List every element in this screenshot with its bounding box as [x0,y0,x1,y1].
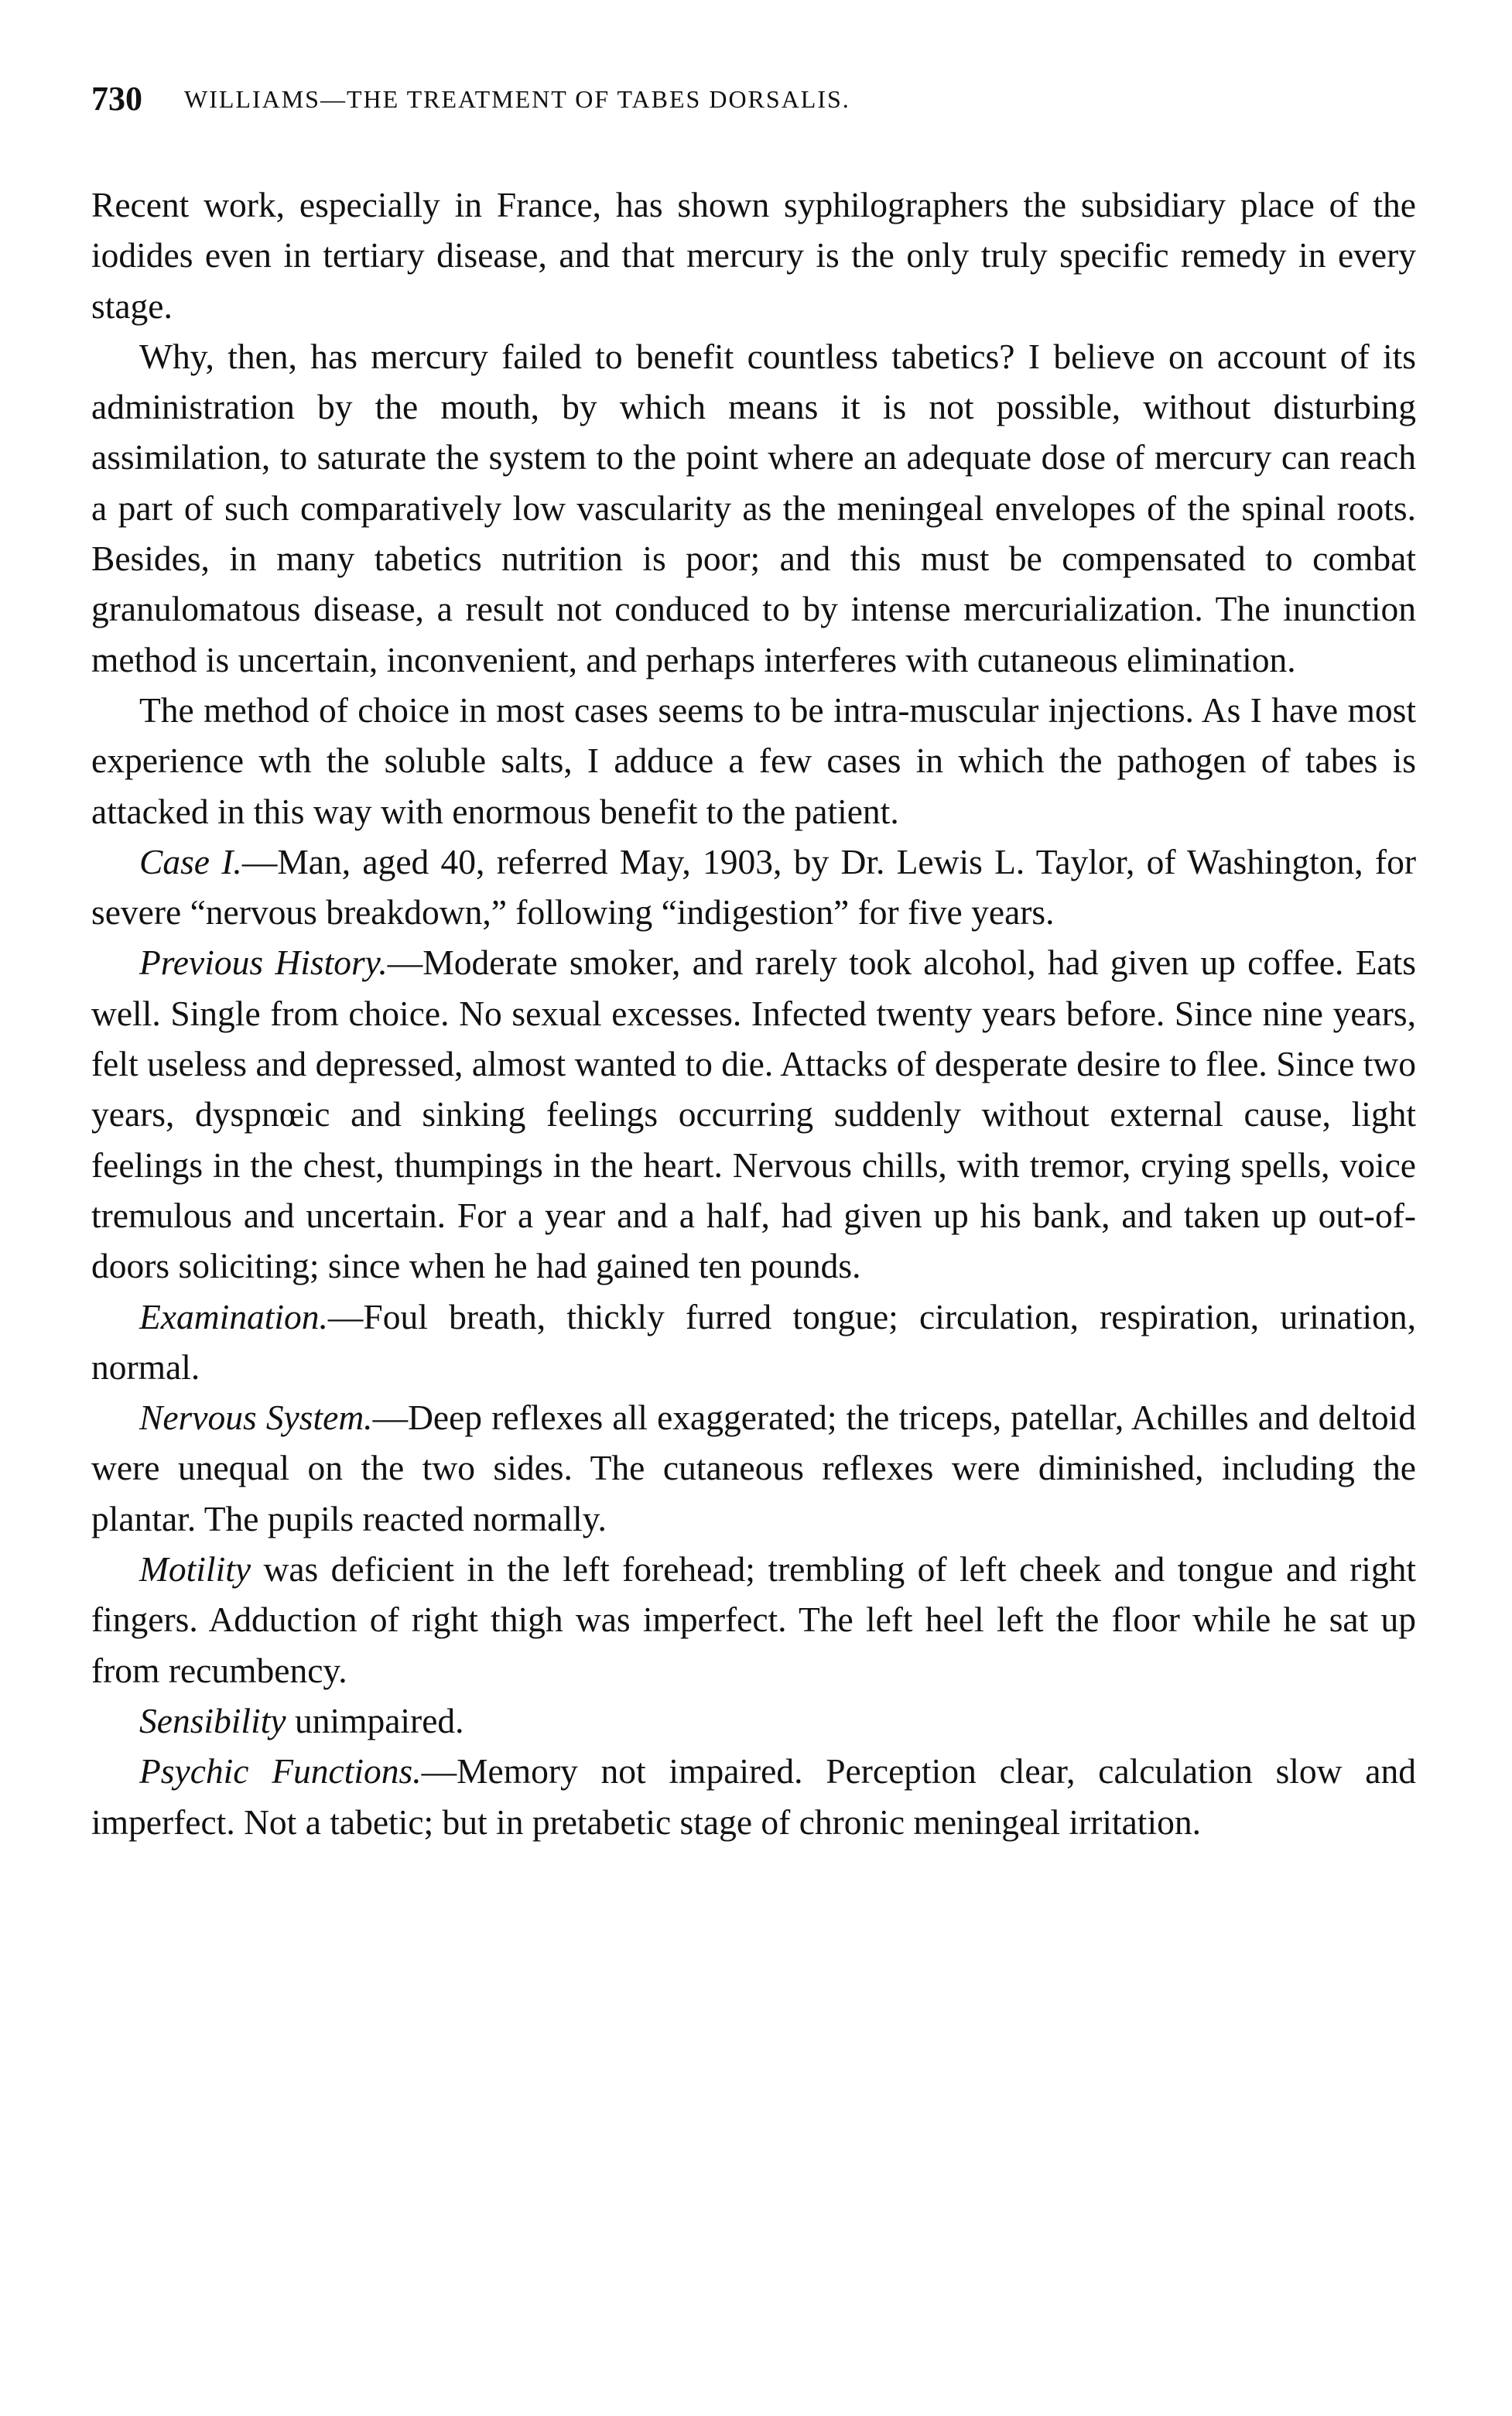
paragraph-text: Why, then, has mercury failed to benefit countless tabetics? I believe on account of its administration by the mouth, by which means it is not possible, without disturbing assimilation, to saturate the system to the point where an adequate dose of mercury can reach a part of such comparatively low vascularity as the meningeal envelopes of the spinal roots. Besides, in many tabetics nutrition is poor; and this must be compensated to combat granulomatous disease, a result not conduced to by intense mercurialization. The inunction method is uncertain, inconvenient, and perhaps interferes with cutaneous elimination. [91,336,1416,679]
paragraph-lead: Case I. [139,841,242,881]
paragraph-previous-history [91,937,1416,1291]
paragraph-text: —Man, aged 40, referred May, 1903, by Dr. Lewis L. Taylor, of Washington, for severe “nervous breakdown,” following “indigestion” for five years. [91,841,1416,933]
paragraph-lead: Psychic Functions. [139,1751,422,1791]
paragraph-text: unimpaired. [286,1700,464,1740]
paragraph-motility [91,1544,1416,1696]
paragraph-text: —Deep reflexes all exaggerated; the triceps, patellar, Achilles and deltoid were unequal on the two sides. The cutaneous reflexes were diminished, including the plantar. The pupils reacted normally. [91,1398,1417,1538]
body-text [91,180,1416,1847]
paragraph-psychic-functions [91,1746,1416,1847]
paragraph-text: —Foul breath, thickly furred tongue; circulation, respiration, urination, normal. [91,1296,1416,1387]
paragraph-lead: Previous History. [139,943,388,983]
paragraph-text: was deficient in the left forehead; trembling of left cheek and tongue and right fingers. Adduction of right thigh was imperfect. The left heel left the floor while he sat up from recumbency. [91,1549,1416,1690]
paragraph-lead: Examination. [139,1296,328,1336]
paragraph-lead: Nervous System. [139,1398,373,1438]
paragraph-mercury-failure [91,331,1416,685]
paragraph-examination [91,1292,1416,1393]
paragraph-text: Recent work, especially in France, has shown syphilographers the subsidiary place of the iodides even in tertiary disease, and that mercury is the only truly specific remedy in every stage. [91,185,1416,326]
paragraph-text: —Memory not impaired. Perception clear, calculation slow and imperfect. Not a tabetic; but in pretabetic stage of chronic meningeal irritation. [91,1751,1416,1842]
paragraph-intro [91,180,1416,331]
running-title: WILLIAMS—THE TREATMENT OF TABES DORSALIS. [184,85,850,113]
paragraph-text: —Moderate smoker, and rarely took alcohol, had given up coffee. Eats well. Single from choice. No sexual excesses. Infected twenty years before. Since nine years, felt useless and depressed, almost wanted to die. Attacks of desperate desire to flee. Since two years, dyspnœic and sinking feelings occurring suddenly without external cause, light feelings in the chest, thumpings in the heart. Nervous chills, with tremor, crying spells, voice tremulous and uncertain. For a year and a half, had given up his bank, and taken up out-of-doors soliciting; since when he had gained ten pounds. [91,943,1416,1286]
running-head [91,74,1416,124]
paragraph-lead: Motility [139,1549,251,1590]
page [91,74,1416,1847]
paragraph-lead: Sensibility [139,1700,286,1740]
paragraph-text: The method of choice in most cases seems to be intra-muscular injections. As I have most experience wth the soluble salts, I adduce a few cases in which the pathogen of tabes is attacked in this way with enormous benefit to the patient. [91,690,1416,831]
page-number: 730 [91,80,142,118]
paragraph-method-of-choice [91,685,1416,837]
paragraph-sensibility [91,1696,1416,1746]
paragraph-case-one [91,837,1416,938]
paragraph-nervous-system [91,1392,1416,1544]
